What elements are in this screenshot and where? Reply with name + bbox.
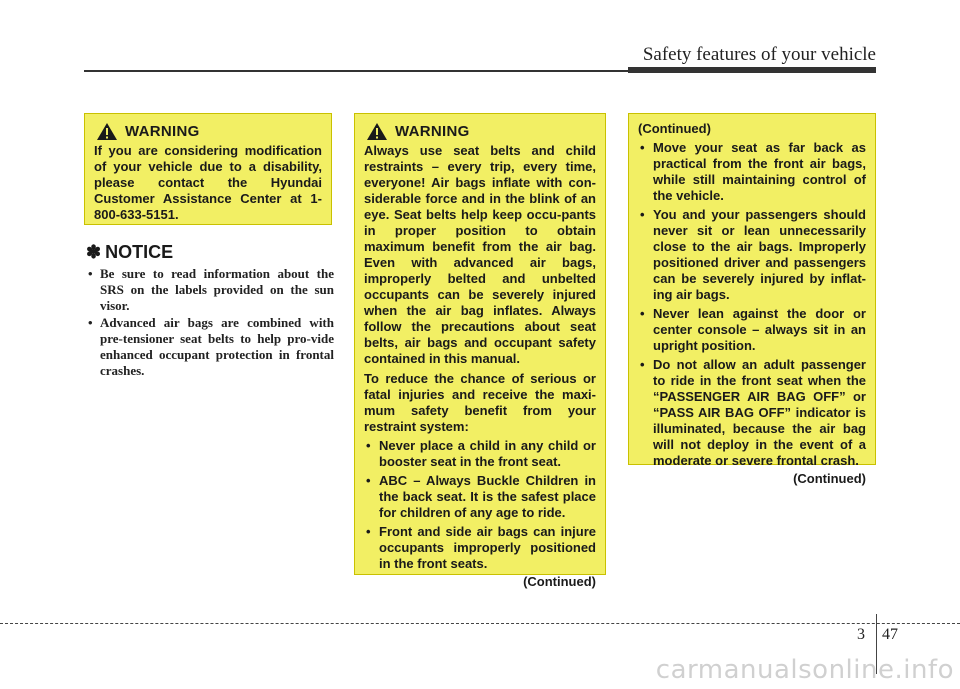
warning-list-item: • Never place a child in any child or booster seat in the front seat. (364, 438, 596, 470)
continued-label: (Continued) (638, 121, 711, 136)
notice-title: NOTICE (105, 242, 174, 262)
warning-title: WARNING (395, 122, 470, 140)
warning-list-item: • ABC – Always Buckle Children in the back seat. It is the safest place for children of any age to ride. (364, 473, 596, 521)
footer-rule (0, 623, 960, 624)
chapter-number: 3 (857, 626, 865, 643)
asterisk-icon: ✽ (86, 242, 102, 262)
warning-box-disability (84, 113, 332, 225)
warning-list (638, 140, 866, 469)
warning-box-seat-belts (354, 113, 606, 589)
warning-triangle-icon (96, 122, 118, 141)
page-number: 47 (882, 626, 898, 643)
notice-list (86, 266, 334, 380)
warning-heading (94, 122, 322, 141)
continued-label: (Continued) (793, 471, 866, 486)
notice-item: • Advanced air bags are combined with pre-tensioner seat belts to help pro-vide enhanced occupant protection in frontal crashes. (86, 315, 334, 379)
warning-paragraph: Always use seat belts and child restraints – every trip, every time, everyone! Air bags inflate with con-siderable force and in the blink of an eye. Seat belts help keep occu-pants in proper position to obtain maximum benefit from the air bag. Even with advanced air bags, improperly belted and unbelted occupants can be severely injured when the air bag inflates. Always follow the precautions about seat belts, air bags and occupant safety contained in this manual. (364, 143, 596, 366)
section-title: Safety features of your vehicle (642, 44, 876, 65)
warning-text: If you are considering modification of your vehicle due to a disability, please contact the Hyundai Customer Assistance Center at 1-800-633-5151. (94, 143, 322, 222)
warning-paragraph: To reduce the chance of serious or fatal injuries and receive the maxi-mum safety benefit from your restraint system: (364, 371, 596, 434)
notice-item: • Be sure to read information about the SRS on the labels provided on the sun visor. (86, 266, 334, 314)
warning-list-item: • Move your seat as far back as practical from the front air bags, while still maintaining control of the vehicle. (638, 140, 866, 204)
warning-list-item: • You and your passengers should never sit or lean unnecessarily close to the air bags. Improperly positioned driver and passengers can be severely injured by inflat-ing air bags. (638, 207, 866, 303)
warning-title: WARNING (125, 122, 200, 140)
header-rule-accent (628, 67, 876, 73)
warning-heading (364, 122, 596, 141)
continued-label: (Continued) (523, 574, 596, 589)
warning-list (364, 438, 596, 572)
warning-list-item: • Do not allow an adult passenger to ride in the front seat when the “PASSENGER AIR BAG OFF” or “PASS AIR BAG OFF” indicator is illuminated, because the air bag will not deploy in the event of a moderate or severe frontal crash. (638, 357, 866, 469)
notice-heading (86, 242, 173, 263)
warning-list-item: • Front and side air bags can injure occupants improperly positioned in the front seats. (364, 524, 596, 572)
watermark: carmanualsonline.info (655, 655, 954, 685)
warning-triangle-icon (366, 122, 388, 141)
warning-list-item: • Never lean against the door or center console – always sit in an upright position. (638, 306, 866, 354)
warning-box-continued (628, 113, 876, 486)
